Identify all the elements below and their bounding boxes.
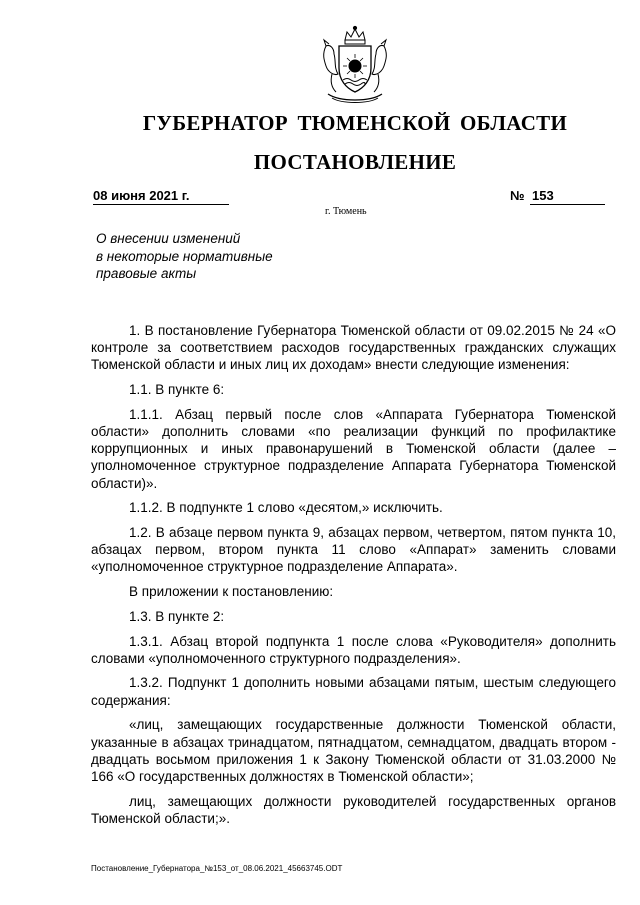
paragraph: лиц, замещающих должности руководителей государственных органов Тюменской области;». <box>91 793 616 826</box>
paragraph: 1.2. В абзаце первом пункта 9, абзацах первом, четвертом, пятом пункта 10, абзацах первом, втором пункта 11 слово «Аппарат» заменить словами «уполномоченное структурное подразделение Аппарата». <box>91 525 616 575</box>
city-label: г. Тюмень <box>325 206 367 217</box>
subject-line: правовые акты <box>96 266 197 281</box>
authority-title: ГУБЕРНАТОР ТЮМЕНСКОЙ ОБЛАСТИ <box>142 111 568 135</box>
paragraph: 1.3. В пункте 2: <box>129 608 225 624</box>
paragraph: 1.1.1. Абзац первый после слов «Аппарата Губернатора Тюменской области» дополнить словами «по реализации функций по профилактике коррупционных и иных правонарушений в Тюменской области (далее – уполномоченное структурное подразделение Аппарата Губернатора Тюменской области)». <box>91 406 616 491</box>
paragraph: «лиц, замещающих государственные должности Тюменской области, указанные в абзацах тринадцатом, пятнадцатом, семнадцатом, двадцать втором - двадцать восьмом приложения 1 к Закону Тюменской области от 31.03.2000 № 166 «О государственных должностях в Тюменской области»; <box>91 717 616 784</box>
paragraph: 1.1.2. В подпункте 1 слово «десятом,» исключить. <box>129 500 443 516</box>
paragraph: 1.1. В пункте 6: <box>129 382 225 398</box>
document-number <box>510 188 605 205</box>
document-type: ПОСТАНОВЛЕНИЕ <box>253 150 457 174</box>
paragraph: В приложении к постановлению: <box>129 584 334 600</box>
coat-of-arms-icon <box>312 24 398 110</box>
document-subject <box>96 230 326 283</box>
document-body <box>91 322 616 835</box>
paragraph: 1.3.1. Абзац второй подпункта 1 после слова «Руководителя» дополнить словами «уполномоченного структурного подразделения». <box>91 633 616 666</box>
number-value: 153 <box>530 188 605 205</box>
file-footer: Постановление_Губернатора_№153_от_08.06.2021_45663745.ODT <box>91 864 343 873</box>
document-date: 08 июня 2021 г. <box>93 188 229 205</box>
subject-line: О внесении изменений <box>96 231 241 246</box>
paragraph: 1. В постановление Губернатора Тюменской области от 09.02.2015 № 24 «О контроле за соответствием расходов государственных гражданских служащих Тюменской области и иных лиц их доходам» внести следующие изменения: <box>91 323 616 373</box>
subject-line: в некоторые нормативные <box>96 248 273 264</box>
number-label: № <box>510 188 525 203</box>
paragraph: 1.3.2. Подпункт 1 дополнить новыми абзацами пятым, шестым следующего содержания: <box>91 675 616 708</box>
